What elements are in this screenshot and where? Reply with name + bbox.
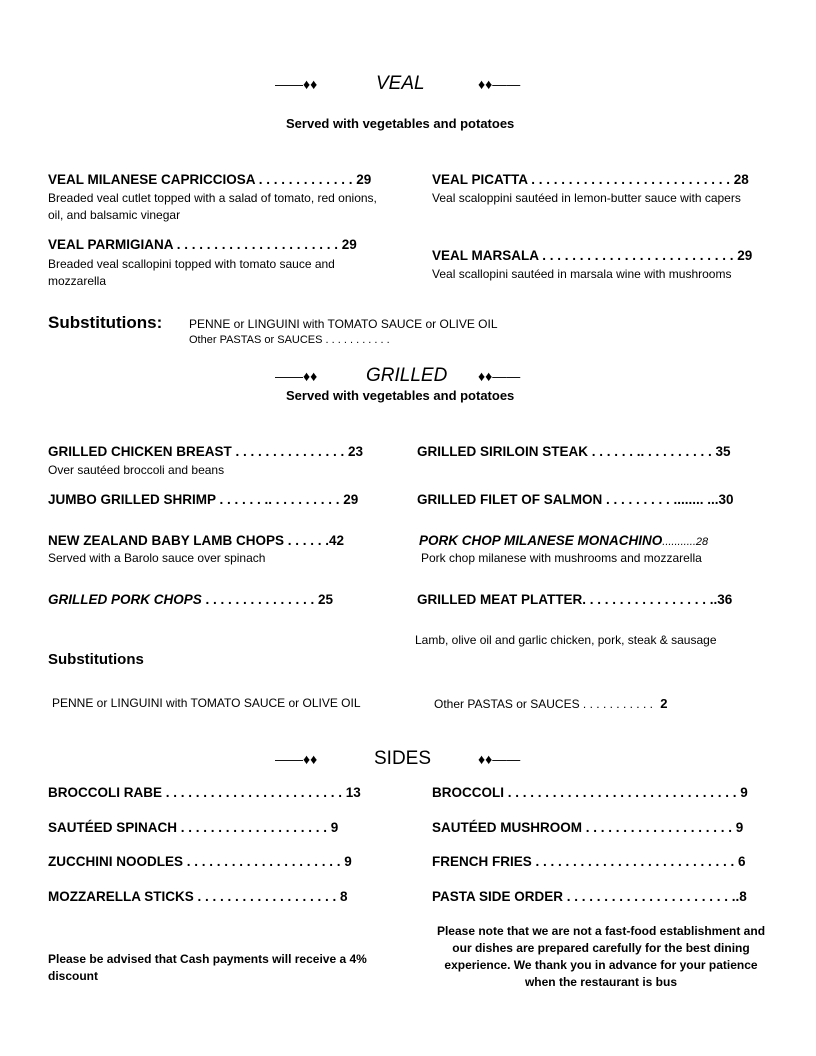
- sides-title: SIDES: [374, 748, 432, 769]
- grilled-item-lamb: NEW ZEALAND BABY LAMB CHOPS . . . . . .42: [48, 533, 345, 548]
- grilled-item-pork-chops-price: . . . . . . . . . . . . . . . 25: [201, 592, 334, 607]
- veal-item-parmigiana-desc: Breaded veal scallopini topped with tomato sauce and mozzarella: [48, 257, 335, 288]
- grilled-item-pork-chops: [48, 592, 333, 607]
- grilled-item-pork-milanese-desc: Pork chop milanese with mushrooms and mozzarella: [421, 551, 702, 565]
- grilled-item-meat-platter: GRILLED MEAT PLATTER. . . . . . . . . . . . . . . . . ..36: [417, 592, 733, 607]
- sides-item-mozzarella-sticks: MOZZARELLA STICKS . . . . . . . . . . . . . . . . . . . 8: [48, 889, 348, 904]
- fast-food-note: Please note that we are not a fast-food establishment and our dishes are prepared carefully for the best dining experience. We thank you in advance for your patience when the restaurant is bus: [436, 924, 766, 989]
- grilled-deco-left: ——♦♦: [275, 368, 318, 384]
- grilled-substitutions-line2-text: Other PASTAS or SAUCES . . . . . . . . . . .: [434, 697, 653, 711]
- grilled-item-pork-milanese-price: ...........28: [662, 536, 709, 548]
- sides-item-broccoli: BROCCOLI . . . . . . . . . . . . . . . . . . . . . . . . . . . . . . . 9: [432, 785, 748, 800]
- grilled-deco-right: ♦♦——: [478, 368, 521, 384]
- grilled-item-chicken: GRILLED CHICKEN BREAST . . . . . . . . . . . . . . . 23: [48, 444, 364, 459]
- sides-item-french-fries: FRENCH FRIES . . . . . . . . . . . . . . . . . . . . . . . . . . . 6: [432, 854, 746, 869]
- grilled-item-chicken-desc: Over sautéed broccoli and beans: [48, 463, 225, 477]
- cash-discount-note: Please be advised that Cash payments will receive a 4% discount: [48, 952, 367, 983]
- veal-substitutions-line1: PENNE or LINGUINI with TOMATO SAUCE or OLIVE OIL: [189, 317, 498, 331]
- veal-subtitle: Served with vegetables and potatoes: [286, 116, 515, 131]
- grilled-substitutions-heading: Substitutions: [48, 651, 144, 668]
- grilled-item-pork-milanese: [419, 533, 708, 548]
- veal-item-picatta: VEAL PICATTA . . . . . . . . . . . . . . . . . . . . . . . . . . . 28: [432, 172, 749, 187]
- grilled-item-pork-milanese-name: PORK CHOP MILANESE MONACHINO: [419, 533, 663, 548]
- sides-deco-left: ——♦♦: [275, 751, 318, 767]
- veal-item-milanese-desc: Breaded veal cutlet topped with a salad of tomato, red onions, oil, and balsamic vinegar: [48, 191, 377, 222]
- grilled-item-lamb-desc: Served with a Barolo sauce over spinach: [48, 551, 266, 565]
- sides-item-sauteed-mushroom: SAUTÉED MUSHROOM . . . . . . . . . . . . . . . . . . . . 9: [432, 820, 744, 835]
- grilled-substitutions-line1: PENNE or LINGUINI with TOMATO SAUCE or OLIVE OIL: [52, 696, 361, 710]
- veal-item-marsala-desc: Veal scallopini sautéed in marsala wine with mushrooms: [432, 267, 732, 281]
- veal-item-parmigiana: VEAL PARMIGIANA . . . . . . . . . . . . . . . . . . . . . . 29: [48, 237, 357, 252]
- veal-deco-right: ♦♦——: [478, 76, 521, 92]
- grilled-substitutions-line2: [434, 696, 668, 711]
- veal-substitutions-line2: Other PASTAS or SAUCES . . . . . . . . . . .: [189, 334, 390, 346]
- veal-deco-left: ——♦♦: [275, 76, 318, 92]
- grilled-title: GRILLED: [366, 365, 448, 386]
- sides-item-sauteed-spinach: SAUTÉED SPINACH . . . . . . . . . . . . . . . . . . . . 9: [48, 820, 339, 835]
- veal-item-marsala: VEAL MARSALA . . . . . . . . . . . . . . . . . . . . . . . . . . 29: [432, 248, 753, 263]
- grilled-item-salmon: GRILLED FILET OF SALMON . . . . . . . . . ........ ...30: [417, 492, 734, 507]
- grilled-item-pork-chops-name: GRILLED PORK CHOPS: [48, 592, 202, 607]
- sides-deco-right: ♦♦——: [478, 751, 521, 767]
- veal-substitutions-heading: Substitutions:: [48, 313, 163, 332]
- grilled-item-shrimp: JUMBO GRILLED SHRIMP . . . . . . .. . . . . . . . . . 29: [48, 492, 359, 507]
- grilled-subtitle: Served with vegetables and potatoes: [286, 388, 515, 403]
- sides-item-zucchini-noodles: ZUCCHINI NOODLES . . . . . . . . . . . . . . . . . . . . . 9: [48, 854, 352, 869]
- veal-title: VEAL: [376, 73, 425, 94]
- veal-item-picatta-desc: Veal scaloppini sautéed in lemon-butter sauce with capers: [432, 191, 741, 205]
- grilled-substitutions-line2-price: 2: [660, 696, 668, 711]
- sides-item-broccoli-rabe: BROCCOLI RABE . . . . . . . . . . . . . . . . . . . . . . . . 13: [48, 785, 361, 800]
- veal-item-milanese: VEAL MILANESE CAPRICCIOSA . . . . . . . . . . . . . 29: [48, 172, 372, 187]
- sides-item-pasta-side-order: PASTA SIDE ORDER . . . . . . . . . . . . . . . . . . . . . . ..8: [432, 889, 747, 904]
- grilled-item-sirloin: GRILLED SIRILOIN STEAK . . . . . . .. . . . . . . . . . 35: [417, 444, 731, 459]
- grilled-item-meat-platter-desc: Lamb, olive oil and garlic chicken, pork, steak & sausage: [415, 633, 717, 647]
